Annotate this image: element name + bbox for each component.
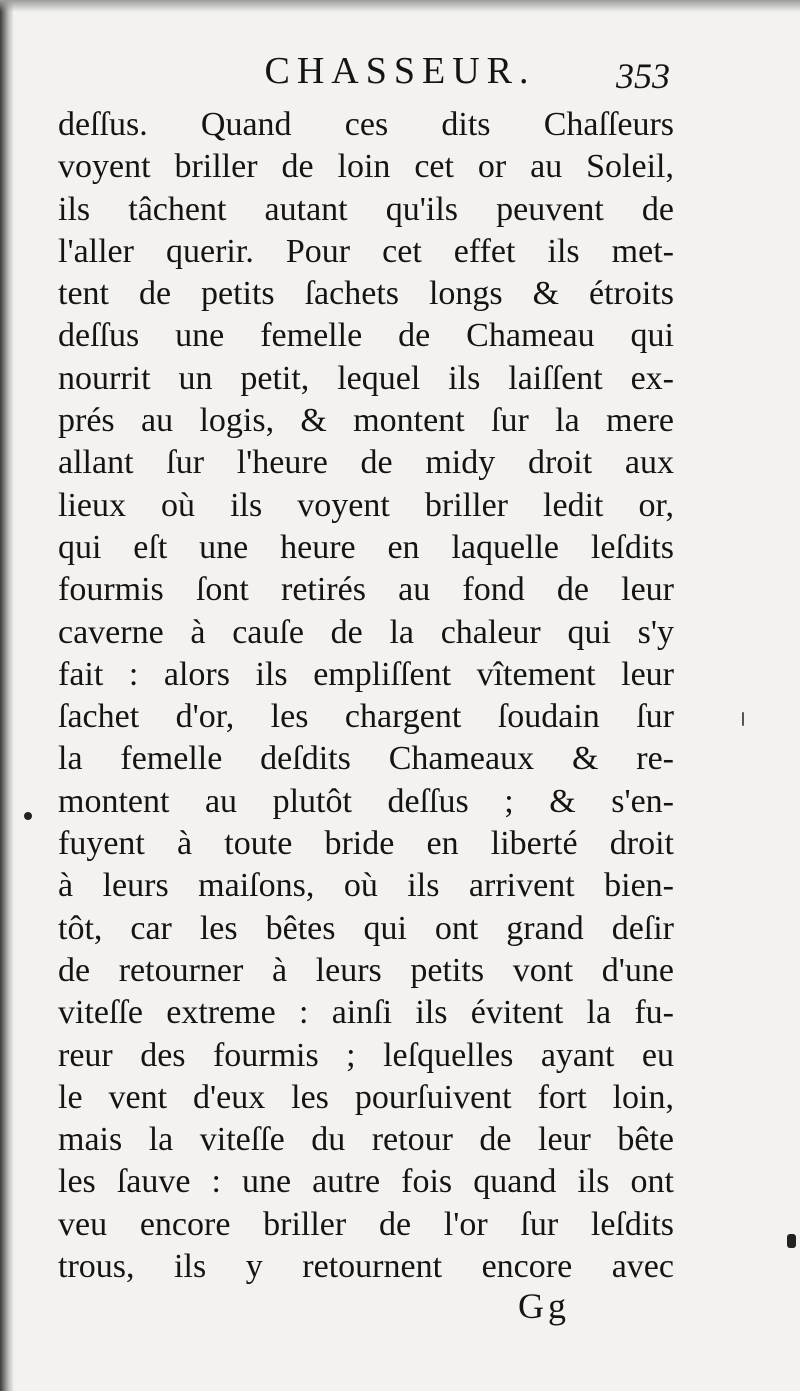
text-line: prés au logis, & montent ſur la mere	[58, 402, 674, 440]
text-line: montent au plutôt deſſus ; & s'en-	[58, 782, 674, 820]
signature-mark: Gg	[518, 1286, 570, 1326]
text-line: tent de petits ſachets longs & étroits	[58, 275, 674, 313]
text-line: fait : alors ils empliſſent vîtement leur	[58, 655, 674, 693]
ink-speck	[742, 712, 744, 726]
text-line: lieux où ils voyent briller ledit or,	[58, 486, 674, 524]
text-line: ils tâchent autant qu'ils peuvent de	[58, 190, 674, 228]
text-line: veu encore briller de l'or ſur leſdits	[58, 1205, 674, 1243]
body-text	[58, 104, 674, 1288]
text-line: qui eſt une heure en laquelle leſdits	[58, 528, 674, 566]
running-head: CHASSEUR.	[264, 50, 536, 92]
text-line: caverne à cauſe de la chaleur qui s'y	[58, 613, 674, 651]
text-line: viteſſe extreme : ainſi ils évitent la fu-	[58, 994, 674, 1032]
text-line: nourrit un petit, lequel ils laiſſent ex-	[58, 359, 674, 397]
text-line: ſachet d'or, les chargent ſoudain ſur	[58, 698, 674, 736]
text-line: la femelle deſdits Chameaux & re-	[58, 740, 674, 778]
text-line: fuyent à toute bride en liberté droit	[58, 825, 674, 863]
text-line: à leurs maiſons, où ils arrivent bien-	[58, 867, 674, 905]
page-number: 353	[616, 56, 670, 96]
text-line: trous, ils y retournent encore avec	[58, 1248, 674, 1286]
text-line: mais la viteſſe du retour de leur bête	[58, 1121, 674, 1159]
ink-speck	[787, 1234, 796, 1248]
text-line: l'aller querir. Pour cet effet ils met-	[58, 232, 674, 270]
text-line: le vent d'eux les pourſuivent fort loin,	[58, 1078, 674, 1116]
text-line: reur des fourmis ; leſquelles ayant eu	[58, 1036, 674, 1074]
text-line: tôt, car les bêtes qui ont grand deſir	[58, 909, 674, 947]
text-line: de retourner à leurs petits vont d'une	[58, 951, 674, 989]
text-line: deſſus une femelle de Chameau qui	[58, 317, 674, 355]
text-line: deſſus. Quand ces dits Chaſſeurs	[58, 106, 674, 143]
text-line: allant ſur l'heure de midy droit aux	[58, 444, 674, 482]
text-line: voyent briller de loin cet or au Soleil,	[58, 148, 674, 186]
text-line: les ſauve : une autre fois quand ils ont	[58, 1163, 674, 1201]
ink-speck	[24, 812, 32, 820]
text-line: fourmis ſont retirés au fond de leur	[58, 571, 674, 609]
